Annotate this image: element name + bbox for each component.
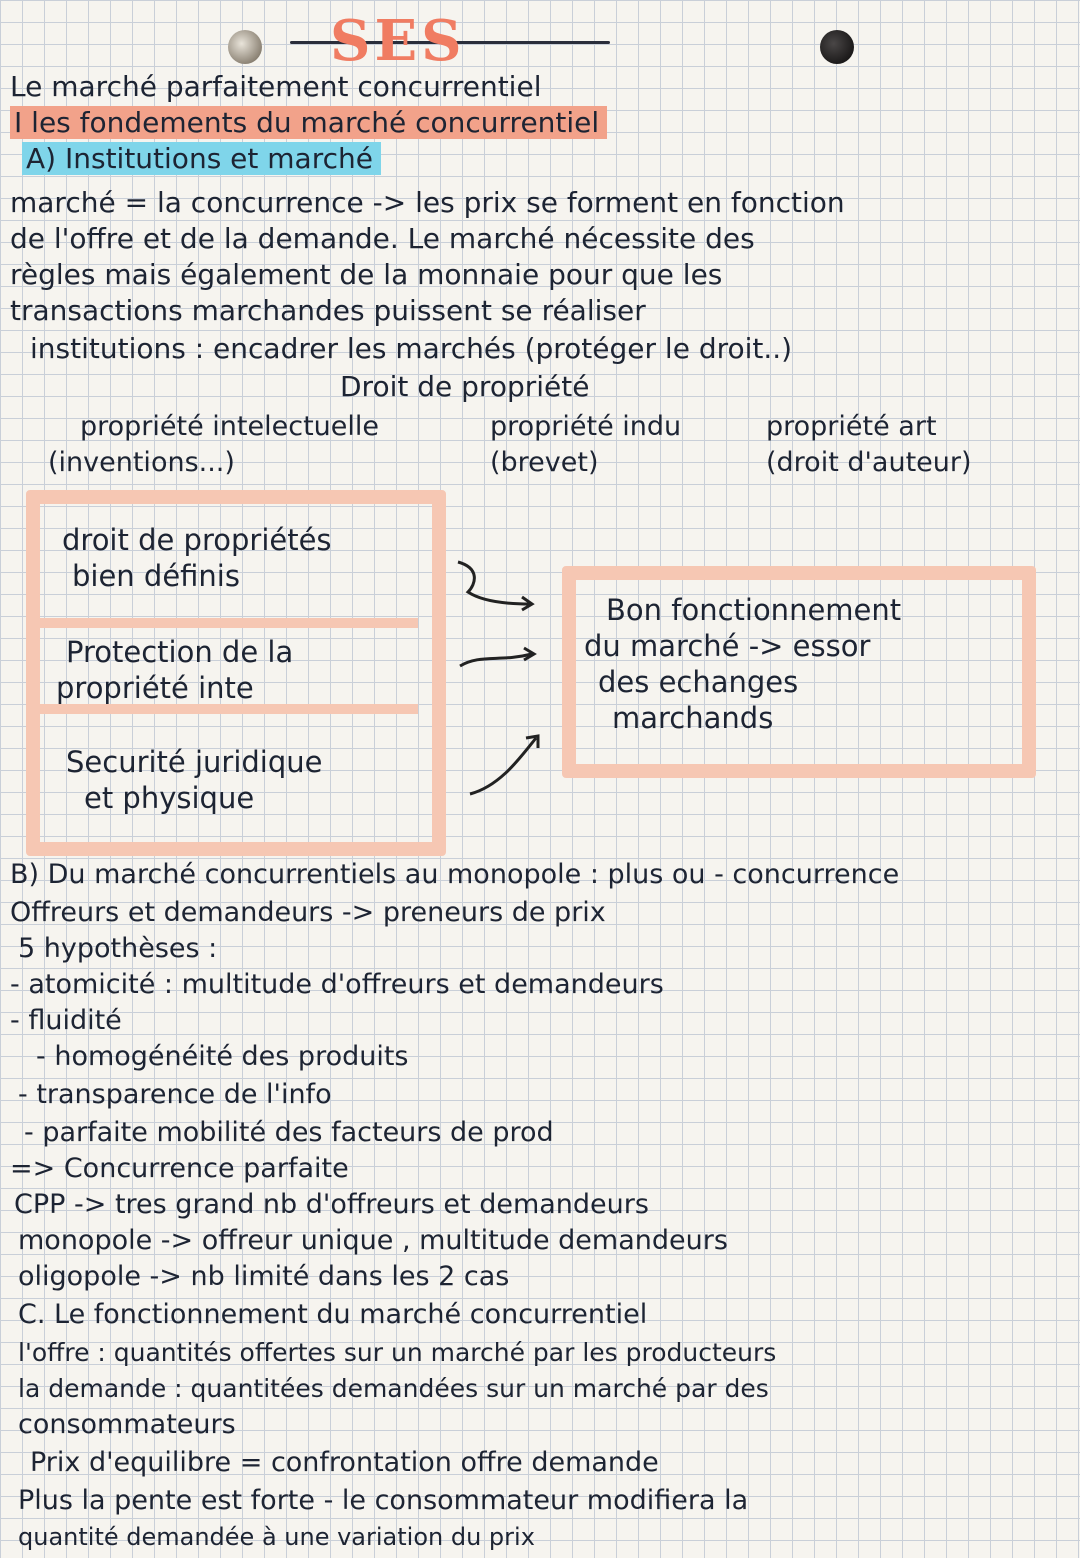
- paragraph-line: de l'offre et de la demande. Le marché nécessite des: [10, 222, 755, 255]
- section-c-line: Prix d'equilibre = confrontation offre demande: [30, 1447, 659, 1478]
- section-c-line: consommateurs: [18, 1409, 236, 1440]
- section-c-heading: C. Le fonctionnement du marché concurrentiel: [18, 1299, 648, 1330]
- section-b-line: => Concurrence parfaite: [10, 1153, 349, 1184]
- branch-label: propriété art: [766, 411, 937, 442]
- result-line: marchands: [612, 701, 774, 735]
- section-b-line: - transparence de l'info: [18, 1079, 332, 1110]
- droit-propriete-heading: Droit de propriété: [340, 370, 590, 403]
- section-b-line: CPP -> tres grand nb d'offreurs et demandeurs: [14, 1189, 649, 1220]
- section-i-text: I les fondements du marché concurrentiel: [10, 106, 607, 139]
- arrows-diagram: [440, 540, 570, 810]
- section-b-line: - atomicité : multitude d'offreurs et demandeurs: [10, 969, 664, 1000]
- result-line: du marché -> essor: [584, 629, 871, 663]
- paragraph-line: transactions marchandes puissent se réaliser: [10, 294, 646, 327]
- section-c-line: quantité demandée à une variation du prix: [18, 1523, 535, 1551]
- branch-detail: (brevet): [490, 447, 599, 478]
- result-line: Bon fonctionnement: [606, 593, 902, 627]
- punch-hole-left: [228, 30, 262, 64]
- section-c-line: l'offre : quantités offertes sur un marché par les producteurs: [18, 1338, 777, 1367]
- cell-divider: [40, 618, 418, 628]
- cause-line: bien définis: [72, 559, 240, 593]
- cause-line: Securité juridique: [66, 745, 323, 779]
- subject-heading: SES: [330, 8, 466, 74]
- section-b-line: - homogénéité des produits: [36, 1041, 409, 1072]
- section-b-line: oligopole -> nb limité dans les 2 cas: [18, 1261, 510, 1292]
- section-b-line: - parfaite mobilité des facteurs de prod: [24, 1117, 554, 1148]
- branch-detail: (droit d'auteur): [766, 447, 972, 478]
- section-b-line: Offreurs et demandeurs -> preneurs de prix: [10, 897, 606, 928]
- branch-detail: (inventions...): [48, 447, 235, 478]
- section-a-heading: [22, 142, 381, 176]
- section-b-line: monopole -> offreur unique , multitude demandeurs: [18, 1225, 728, 1256]
- arrow-bottom: [470, 738, 536, 794]
- punch-hole-right: [820, 30, 854, 64]
- section-b-line: 5 hypothèses :: [18, 933, 218, 964]
- cause-line: propriété inte: [56, 671, 254, 705]
- page-title: Le marché parfaitement concurrentiel: [10, 70, 542, 103]
- cause-line: Protection de la: [66, 635, 294, 669]
- arrow-middle: [460, 654, 532, 666]
- section-c-line: Plus la pente est forte - le consommateur modifiera la: [18, 1485, 749, 1516]
- branch-label: propriété indu: [490, 411, 682, 442]
- section-b-heading: B) Du marché concurrentiels au monopole : plus ou - concurrence: [10, 859, 900, 890]
- section-b-line: - fluidité: [10, 1005, 122, 1036]
- section-i-heading: [10, 106, 607, 140]
- paragraph-line: institutions : encadrer les marchés (protéger le droit..): [30, 332, 793, 365]
- paragraph-line: marché = la concurrence -> les prix se forment en fonction: [10, 186, 845, 219]
- cause-line: et physique: [84, 781, 255, 815]
- section-c-line: la demande : quantitées demandées sur un marché par des: [18, 1374, 769, 1403]
- paragraph-line: règles mais également de la monnaie pour que les: [10, 258, 723, 291]
- arrow-top: [458, 562, 530, 604]
- branch-label: propriété intelectuelle: [80, 411, 379, 442]
- section-a-text: A) Institutions et marché: [22, 142, 381, 175]
- result-line: des echanges: [598, 665, 799, 699]
- cause-line: droit de propriétés: [62, 523, 332, 557]
